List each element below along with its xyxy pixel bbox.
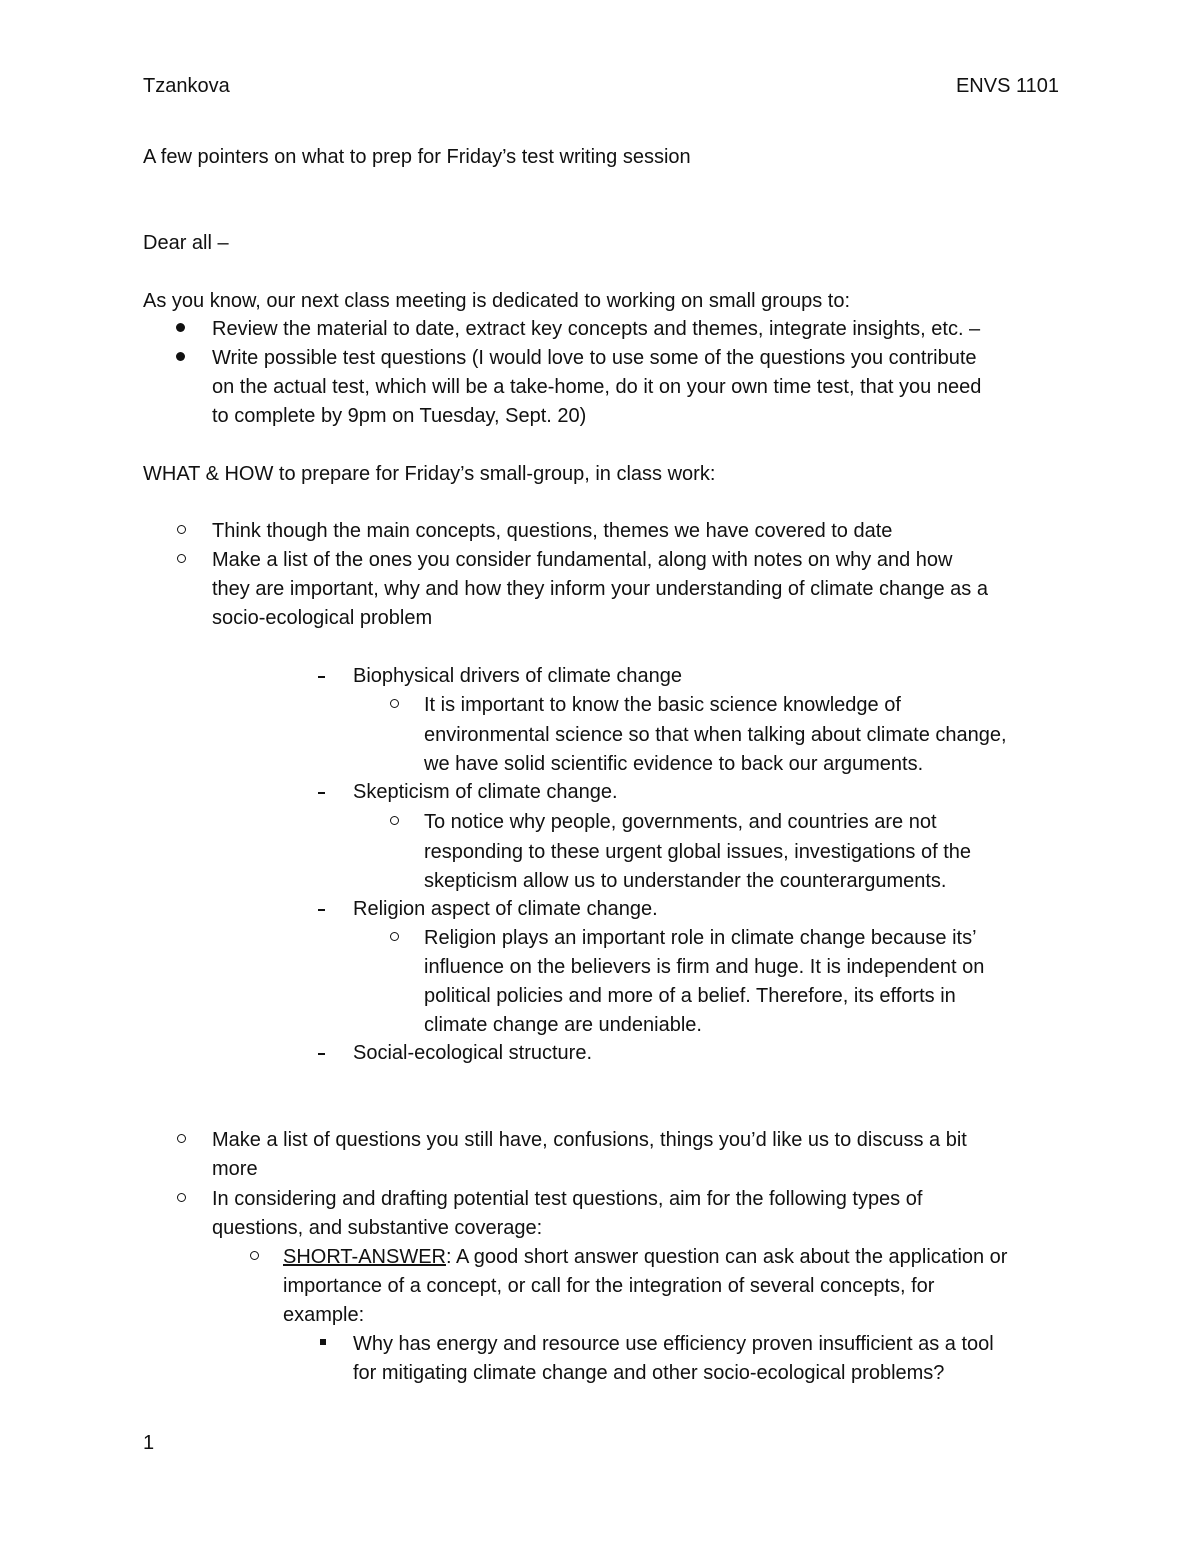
topic-note: Religion plays an important role in climate change because its’	[424, 927, 977, 949]
topic-note: environmental science so that when talking about climate change,	[424, 724, 1007, 746]
topic-note: responding to these urgent global issues, investigations of the	[424, 841, 972, 863]
more-item-text: questions, and substantive coverage:	[212, 1217, 543, 1239]
header-author: Tzankova	[143, 75, 230, 97]
topic-note: It is important to know the basic science knowledge of	[424, 694, 901, 716]
dash-bullet-icon	[318, 676, 325, 678]
topic-label: Religion aspect of climate change.	[353, 898, 658, 920]
more-item-text: In considering and drafting potential test questions, aim for the following types of	[212, 1188, 923, 1210]
circle-bullet-icon	[177, 1193, 186, 1202]
bullet-text: Review the material to date, extract key concepts and themes, integrate insights, etc. –	[212, 318, 981, 340]
short-answer-line	[283, 1247, 1007, 1267]
topic-label: Biophysical drivers of climate change	[353, 665, 683, 687]
circle-bullet-icon	[390, 816, 399, 825]
more-item-text: Make a list of questions you still have, confusions, things you’d like us to discuss a bit	[212, 1129, 967, 1151]
header-course: ENVS 1101	[955, 75, 1059, 97]
short-answer-text: importance of a concept, or call for the integration of several concepts, for	[283, 1275, 935, 1297]
example-question: for mitigating climate change and other socio-ecological problems?	[353, 1362, 945, 1384]
topic-note: climate change are undeniable.	[424, 1014, 702, 1036]
more-item-text: more	[212, 1158, 258, 1180]
dash-bullet-icon	[318, 909, 325, 911]
dash-bullet-icon	[318, 1053, 325, 1055]
bullet-text: Write possible test questions (I would love to use some of the questions you contribute	[212, 347, 977, 369]
bullet-text: on the actual test, which will be a take-home, do it on your own time test, that you need	[212, 376, 982, 398]
page-number: 1	[143, 1432, 155, 1454]
short-answer-text: : A good short answer question can ask about the application or	[445, 1246, 1008, 1268]
circle-bullet-icon	[390, 699, 399, 708]
circle-bullet-icon	[390, 932, 399, 941]
example-question: Why has energy and resource use efficiency proven insufficient as a tool	[353, 1333, 994, 1355]
bullet-dot-icon	[176, 352, 185, 361]
square-bullet-icon	[320, 1339, 326, 1345]
short-answer-text: example:	[283, 1304, 365, 1326]
topic-label: Skepticism of climate change.	[353, 781, 618, 803]
circle-bullet-icon	[177, 554, 186, 563]
prep-item-text: socio-ecological problem	[212, 607, 433, 629]
prep-item-text: they are important, why and how they inform your understanding of climate change as a	[212, 578, 988, 600]
circle-bullet-icon	[250, 1251, 259, 1260]
topic-label: Social-ecological structure.	[353, 1042, 592, 1064]
dash-bullet-icon	[318, 792, 325, 794]
bullet-text: to complete by 9pm on Tuesday, Sept. 20)	[212, 405, 587, 427]
short-answer-label: SHORT-ANSWER	[283, 1246, 446, 1268]
prep-item-text: Think though the main concepts, questions, themes we have covered to date	[212, 520, 893, 542]
greeting: Dear all –	[143, 232, 229, 254]
prep-heading: WHAT & HOW to prepare for Friday’s small-group, in class work:	[143, 463, 716, 485]
topic-note: skepticism allow us to understander the counterarguments.	[424, 870, 947, 892]
prep-item-text: Make a list of the ones you consider fundamental, along with notes on why and how	[212, 549, 953, 571]
topic-note: To notice why people, governments, and countries are not	[424, 811, 937, 833]
topic-note: we have solid scientific evidence to back our arguments.	[424, 753, 924, 775]
document-title: A few pointers on what to prep for Friday’s test writing session	[143, 146, 691, 168]
topic-note: political policies and more of a belief. Therefore, its efforts in	[424, 985, 956, 1007]
bullet-dot-icon	[176, 323, 185, 332]
topic-note: influence on the believers is firm and huge. It is independent on	[424, 956, 985, 978]
circle-bullet-icon	[177, 1134, 186, 1143]
intro-paragraph: As you know, our next class meeting is dedicated to working on small groups to:	[143, 290, 851, 312]
circle-bullet-icon	[177, 525, 186, 534]
